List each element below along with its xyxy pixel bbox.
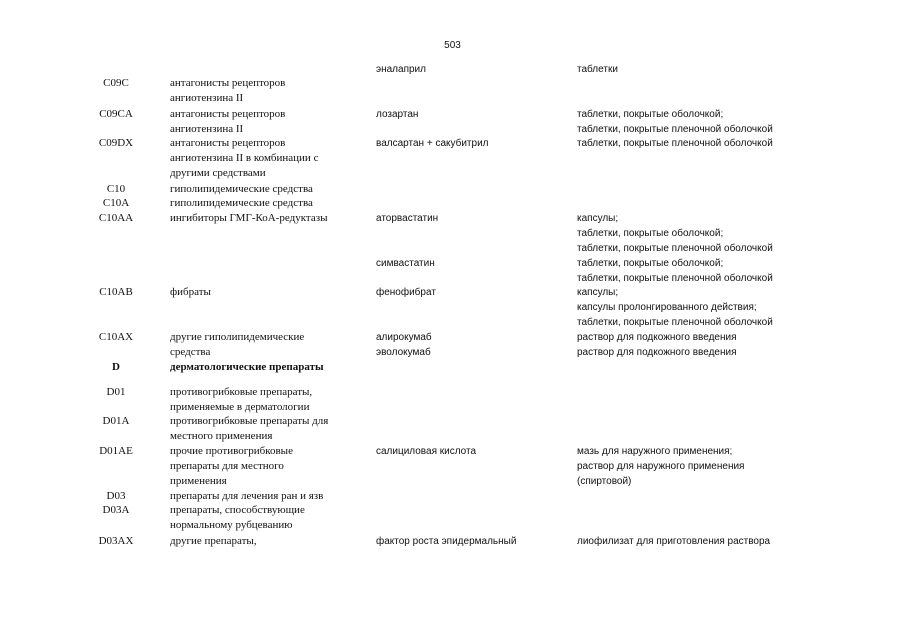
dosage-form-line: таблетки, покрытые пленочной оболочкой (577, 273, 773, 284)
atc-code: C10AX (98, 331, 134, 343)
group-name-line: применяемые в дерматологии (170, 401, 310, 413)
group-name-line: ингибиторы ГМГ-КоА-редуктазы (170, 212, 328, 224)
group-name-line: гиполипидемические средства (170, 197, 313, 209)
column-drug (376, 211, 566, 226)
dosage-form-line: капсулы пролонгированного действия; (577, 302, 757, 313)
dosage-form-line: мазь для наружного применения; (577, 446, 733, 457)
drug-name-line: аторвастатин (376, 213, 439, 224)
group-name-line: антагонисты рецепторов (170, 137, 286, 149)
column-drug (376, 285, 566, 300)
group-name-line: ангиотензина II (170, 123, 244, 135)
group-name-line: гиполипидемические средства (170, 183, 313, 195)
column-name (170, 76, 360, 106)
dosage-form-line: таблетки, покрытые оболочкой; (577, 258, 724, 269)
column-drug (376, 107, 566, 122)
atc-code: C09DX (98, 137, 134, 149)
drug-name-line: фенофибрат (376, 287, 436, 298)
column-drug (376, 256, 566, 271)
drug-name-line: эналаприл (376, 64, 426, 75)
group-name-line: препараты для лечения ран и язв (170, 490, 324, 502)
group-name-line: ангиотензина II в комбинации с (170, 152, 319, 164)
atc-code: D03 (106, 490, 126, 502)
atc-code: C10A (102, 197, 130, 209)
atc-code: C10AB (99, 286, 133, 298)
column-name (170, 196, 360, 211)
column-form (577, 107, 867, 137)
column-name (170, 489, 360, 504)
dosage-form-line: таблетки (577, 64, 618, 75)
atc-code: D01 (106, 386, 126, 398)
column-name (170, 136, 360, 181)
group-name-line: другие гиполипидемические (170, 331, 305, 343)
column-name (170, 107, 360, 137)
group-name-line: ангиотензина II (170, 92, 244, 104)
dosage-form-line: раствор для подкожного введения (577, 347, 737, 358)
dosage-form-line: таблетки, покрытые оболочкой; (577, 228, 724, 239)
group-name-line: другие препараты, (170, 535, 257, 547)
column-name (170, 211, 360, 226)
group-name-line: противогрибковые препараты, (170, 386, 313, 398)
column-name (170, 360, 360, 375)
drug-name-line: фактор роста эпидермальный (376, 536, 517, 547)
group-name-line: дерматологические препараты (170, 361, 324, 373)
group-name-line: антагонисты рецепторов (170, 108, 286, 120)
atc-code: D01AE (99, 445, 133, 457)
atc-code: C10 (106, 183, 126, 195)
dosage-form-line: лиофилизат для приготовления раствора (577, 536, 771, 547)
column-form (577, 444, 867, 489)
column-name (170, 414, 360, 444)
group-name-line: фибраты (170, 286, 211, 298)
group-name-line: препараты, способствующие (170, 504, 305, 516)
atc-code: D03AX (98, 535, 134, 547)
column-drug (376, 534, 566, 549)
drug-name-line: эволокумаб (376, 347, 431, 358)
dosage-form-line: раствор для наружного применения (577, 461, 745, 472)
column-form (577, 256, 867, 286)
column-form (577, 211, 867, 256)
atc-code: C09C (103, 77, 129, 89)
column-drug (376, 62, 566, 77)
drug-name-line: валсартан + сакубитрил (376, 138, 489, 149)
group-name-line: местного применения (170, 430, 273, 442)
dosage-form-line: капсулы; (577, 213, 619, 224)
group-name-line: противогрибковые препараты для (170, 415, 329, 427)
column-name (170, 444, 360, 489)
atc-code: D01A (102, 415, 130, 427)
drug-name-line: лозартан (376, 109, 419, 120)
group-name-line: антагонисты рецепторов (170, 77, 286, 89)
column-drug (376, 136, 566, 151)
drug-name-line: алирокумаб (376, 332, 432, 343)
group-name-line: нормальному рубцеванию (170, 519, 293, 531)
column-name (170, 385, 360, 415)
column-form (577, 330, 867, 360)
column-form (577, 534, 867, 549)
drug-name-line: симвастатин (376, 258, 435, 269)
column-drug (376, 444, 566, 459)
column-name (170, 285, 360, 300)
atc-code: C10AA (98, 212, 134, 224)
group-name-line: препараты для местного (170, 460, 284, 472)
group-name-line: применения (170, 475, 227, 487)
column-name (170, 330, 360, 360)
atc-code: D (112, 361, 120, 373)
group-name-line: прочие противогрибковые (170, 445, 293, 457)
dosage-form-line: таблетки, покрытые оболочкой; (577, 109, 724, 120)
dosage-form-line: таблетки, покрытые пленочной оболочкой (577, 243, 773, 254)
column-name (170, 534, 360, 549)
drug-name-line: салициловая кислота (376, 446, 477, 457)
dosage-form-line: (спиртовой) (577, 476, 632, 487)
atc-code: C09CA (99, 108, 133, 120)
column-form (577, 136, 867, 151)
dosage-form-line: капсулы; (577, 287, 619, 298)
atc-code: D03A (102, 504, 130, 516)
dosage-form-line: раствор для подкожного введения (577, 332, 737, 343)
group-name-line: другими средствами (170, 167, 266, 179)
column-name (170, 182, 360, 197)
dosage-form-line: таблетки, покрытые пленочной оболочкой (577, 124, 773, 135)
dosage-form-line: таблетки, покрытые пленочной оболочкой (577, 138, 773, 149)
page-number: 503 (444, 40, 461, 51)
group-name-line: средства (170, 346, 211, 358)
column-name (170, 503, 360, 533)
column-drug (376, 330, 566, 360)
dosage-form-line: таблетки, покрытые пленочной оболочкой (577, 317, 773, 328)
column-form (577, 62, 867, 77)
column-form (577, 285, 867, 330)
